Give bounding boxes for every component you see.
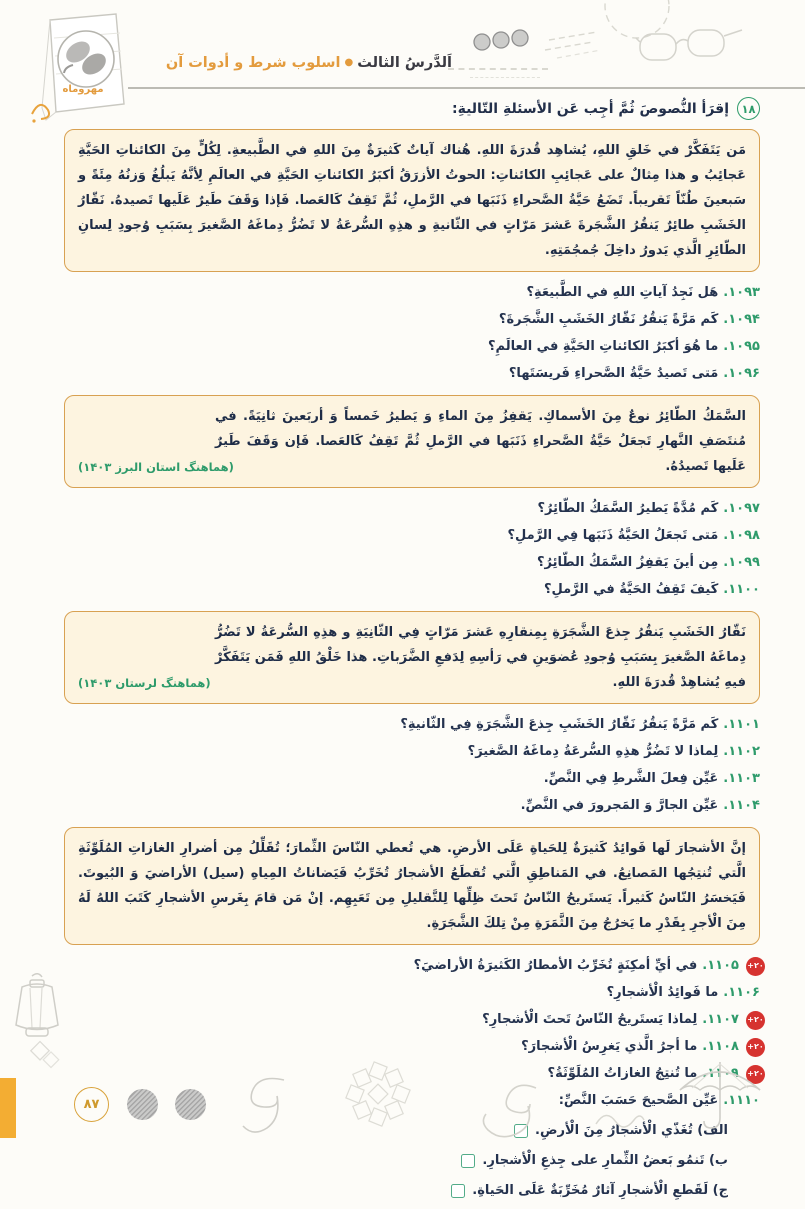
- question-text: لِماذا لا تَضُرُّ هذِهِ السُّرعَةُ دِماغَهُ الصَّغيرَ؟: [467, 744, 719, 759]
- question-row: [64, 740, 760, 764]
- question-number: ۱۱۰۴.: [723, 798, 760, 813]
- lesson-title: [166, 55, 452, 71]
- question-number: ۱۱۰۱.: [723, 717, 760, 732]
- question-number: ۱۰۹۸.: [723, 528, 760, 543]
- question-row: [64, 794, 760, 818]
- question-row: [64, 335, 760, 359]
- question-text: ما هُوَ أكبَرُ الكائناتِ الحَيَّةِ في العالَمِ؟: [487, 339, 719, 354]
- question-number: ۱۱۰۶.: [723, 985, 760, 1000]
- question-number: ۱۱۰۰.: [723, 582, 760, 597]
- bonus-points-badge: +۲۰: [746, 1011, 765, 1030]
- calligraphy-ain-icon: [222, 1072, 307, 1134]
- question-row: [64, 578, 760, 602]
- choice-option-c: [64, 1179, 728, 1203]
- dashed-line: [448, 68, 548, 70]
- question-row: [64, 1008, 764, 1032]
- passage-text: مَن يَتَفَكَّرْ في خَلقِ اللهِ، يُشاهِد قُدرَةَ اللهِ. هُناك آياتٌ كَثيرَةٌ مِنَ اللهِ في الطَّبيعةِ. لِكُلٍّ مِنَ الكائناتِ الحَيَّةِ عَجائِبُ و هذا مِثالٌ علی عَجائِبِ الكائناتِ: الحوتُ الأزرَقُ أكبَرُ الكائناتِ الحَيَّةِ في العالَمِ لِأنَّهُ يَبلُغُ وَزنُهُ مِئَةً و سَبعينَ طُنّاً تَقريباً. تَضَعُ حَيَّةُ الصَّحراءِ ذَنَبَها في الرَّملِ، ثُمَّ تَقِفُ كَالعَصا. فَإذا وَقَفَ طَيرٌ عَلَيها تَصيدهُ. نَقّارُ الخَشَبِ طائِرٌ يَنقُرُ الشَّجَرةَ عَشرَ مَرّاتٍ في الثّانيةِ و هذِهِ السُّرعَةُ لا تَضُرُّ دِماغَهُ الصَّغيرَ بِسَبَبِ وُجودِ لِسانِ الطّائِرِ الَّذي يَدورُ داخِلَ جُمجُمَتِهِ.: [78, 143, 746, 258]
- question-text: ما أجرُ الَّذي يَغرِسُ الْأشجارَ؟: [521, 1039, 698, 1054]
- beads-icon: [470, 28, 536, 54]
- question-row: [64, 713, 760, 737]
- lesson-number-label: اَلدَّرسُ الثالث: [357, 55, 452, 71]
- question-text: عَيِّن الجارَّ وَ المَجرورَ في النَّصِّ.: [520, 798, 719, 813]
- question-text: ما فَوائِدُ الْأشجارِ؟: [606, 985, 719, 1000]
- exercise-instruction: إقرَأ النُّصوصَ ثُمَّ أجِب عَن الأسئلةِ التّاليةِ:: [452, 100, 729, 117]
- question-text: عَيِّن الصَّحيحَ حَسَبَ النَّصِّ:: [558, 1093, 719, 1108]
- question-row: [64, 281, 760, 305]
- exercise-number-badge: ۱۸: [737, 97, 760, 120]
- question-text: كَم مُدَّةً يَطيرُ السَّمَكُ الطّائِرُ؟: [537, 501, 719, 516]
- passage-text: نَقّارُ الخَشَبِ يَنقُرُ جِذعَ الشَّجَرَةِ بِمِنقارِهِ عَشرَ مَرّاتٍ فِي الثّانِيَةِ و هذِهِ السُّرعَةُ لا تَضُرُّ دِماغَهُ الصَّغيرَ بِسَبَبِ وُجودِ عُضوَينِ في رَأسِهِ لِدَفعِ الضَّرَباتِ. هذا خَلْقُ اللهِ فَمَن يَتَفَكَّرْ فيهِ يُشاهِدْ قُدرَةَ اللهِ.: [215, 625, 746, 690]
- question-text: هَل نَجِدُ آياتِ اللهِ في الطَّبيعَةِ؟: [526, 285, 719, 300]
- question-number: ۱۱۰۹.: [702, 1066, 739, 1081]
- question-number: ۱۱۰۳.: [723, 771, 760, 786]
- question-text: لِماذا يَستَريحُ النّاسُ تَحتَ الْأشجارِ؟: [482, 1012, 698, 1027]
- calligraphy-swash-icon: [466, 1078, 554, 1140]
- question-row: [64, 981, 760, 1005]
- question-text: عَيِّن فِعلَ الشَّرطِ فِي النَّصِّ.: [543, 771, 719, 786]
- question-text: كَم مَرَّةً يَنقُرُ نَقّارُ الخَشَبِ الشَّجَرةَ؟: [498, 312, 719, 327]
- question-number: ۱۰۹۶.: [723, 366, 760, 381]
- question-number: ۱۰۹۷.: [723, 501, 760, 516]
- question-row: [64, 767, 760, 791]
- question-number: ۱۱۰۷.: [702, 1012, 739, 1027]
- question-text: مَتی تَصيدُ حَيَّةُ الصَّحراءِ فَريسَتَها؟: [508, 366, 719, 381]
- question-text: في أيِّ أمكِنَةٍ تُخَرِّبُ الأمطارُ الكَثيرَةُ الأراضيَ؟: [413, 958, 698, 973]
- glasses-icon: [636, 20, 746, 68]
- question-row: [64, 954, 764, 978]
- lesson-subject-label: اسلوب شرط و أدوات آن: [165, 55, 341, 71]
- gray-circle-decoration: [127, 1089, 158, 1120]
- question-number: ۱۱۰۸.: [702, 1039, 739, 1054]
- option-text: الف) تُغَذّي الْأشجارُ مِنَ الْأرضِ.: [535, 1123, 728, 1138]
- geometric-star-icon: [340, 1056, 416, 1132]
- lantern-icon: [4, 972, 68, 1072]
- answer-checkbox[interactable]: [451, 1184, 465, 1198]
- bonus-points-badge: +۲۰: [746, 957, 765, 976]
- publisher-name: مهروماه: [62, 84, 104, 95]
- question-text: كَم مَرَّةً يَنقُرُ نَقّارُ الخَشَبِ جِذعَ الشَّجَرَةِ فِي الثّانيةِ؟: [400, 717, 719, 732]
- page-edge-accent-bar: [0, 1078, 16, 1138]
- question-row: [64, 497, 760, 521]
- question-number: ۱۱۰۲.: [723, 744, 760, 759]
- question-text: كَيفَ تَقِفُ الحَيَّةُ في الرَّملِ؟: [543, 582, 719, 597]
- exercise-heading: [64, 97, 760, 120]
- option-text: ب) تَنمُو بَعضُ الثِّمارِ علی جِذعِ الْأشجارِ.: [482, 1153, 728, 1168]
- page-number-badge: ۸۷: [74, 1087, 109, 1122]
- passage-box-3: [64, 611, 760, 704]
- question-number: ۱۱۰۵.: [702, 958, 739, 973]
- passage-text: السَّمَكُ الطّائِرُ نوعٌ مِنَ الأسماكِ. يَقفِزُ مِنَ الماءِ وَ يَطيرُ خَمساً وَ أربَعينَ ثانِيَةً. في مُنتَصَفِ النَّهارِ تَجعَلُ حَيَّةُ الصَّحراءِ ذَنَبَها في الرَّملِ ثُمَّ تَقِفُ كَالعَصا. فَإن وَقَفَ طَيرٌ عَلَيها تَصيدُهُ.: [215, 409, 746, 474]
- question-row: [64, 551, 760, 575]
- question-number: ۱۱۱۰.: [723, 1093, 760, 1108]
- question-number: ۱۰۹۵.: [723, 339, 760, 354]
- question-number: ۱۰۹۳.: [723, 285, 760, 300]
- bullet-icon: ●: [344, 57, 354, 68]
- passage-box-1: [64, 129, 760, 272]
- choice-option-b: [64, 1149, 728, 1173]
- bonus-points-badge: +۲۰: [746, 1038, 765, 1057]
- option-text: ج) لَقَطعِ الْأشجارِ آثارٌ مُخَرِّبَةٌ عَلَی الحَياةِ.: [472, 1183, 728, 1198]
- question-text: مِن أينَ يَقفِزُ السَّمَكُ الطّائِرُ؟: [536, 555, 719, 570]
- passage-attribution: (هماهنگ استان البرز ۱۴۰۳): [78, 455, 242, 480]
- question-row: [64, 308, 760, 332]
- question-text: ما تُنتِجُ الغازاتُ المُلَوِّثَةُ؟: [547, 1066, 698, 1081]
- scribble-icon: [590, 1098, 648, 1134]
- passage-box-2: [64, 395, 760, 488]
- question-row: [64, 362, 760, 386]
- answer-checkbox[interactable]: [461, 1154, 475, 1168]
- question-number: ۱۰۹۹.: [723, 555, 760, 570]
- exercise-content: [64, 97, 764, 1209]
- dashed-line: [470, 77, 540, 78]
- passage-box-4: [64, 827, 760, 945]
- orange-squiggle-icon: [26, 92, 54, 126]
- question-number: ۱۰۹۴.: [723, 312, 760, 327]
- passage-text: إنَّ الأشجارَ لَها فَوائِدُ كَثيرَةٌ لِلحَياةِ عَلَی الأرضِ. هي تُعطي النّاسَ الثِّمارَ؛ تُقَلِّلُ مِن أضرارِ الغازاتِ المُلَوِّثَةِ الَّتي تُنتِجُها المَصانِعُ. في المَناطِقِ الَّتي تُقطَعُ الأشجارُ تُخَرِّبُ فَيَضاناتُ المِياهِ (سيل) الأراضيَ وَ البُيوتَ. فَيَخسَرُ النّاسُ كَثيراً. يَستَريحُ النّاسُ تَحتَ ظِلِّها لِلتَّقليلِ مِن تَعَبِهِم. إنْ مَن قامَ بِغَرسِ الأشجارِ كَتَبَ اللهُ لَهُ مِنَ الْأجرِ بِقَدْرِ ما يَخرُجُ مِنَ الثَّمَرَةِ مِنْ تِلكَ الشَّجَرَةِ.: [78, 841, 746, 931]
- umbrella-icon: [672, 1052, 767, 1136]
- question-row: [64, 524, 760, 548]
- bonus-points-badge: +۲۰: [746, 1065, 765, 1084]
- passage-attribution: (هماهنگ لرستان ۱۴۰۳): [78, 671, 219, 696]
- header-divider: [128, 87, 805, 89]
- gray-circle-decoration: [175, 1089, 206, 1120]
- question-text: مَتی تَجعَلُ الحَيَّةُ ذَنَبَها فِي الرَّملِ؟: [507, 528, 719, 543]
